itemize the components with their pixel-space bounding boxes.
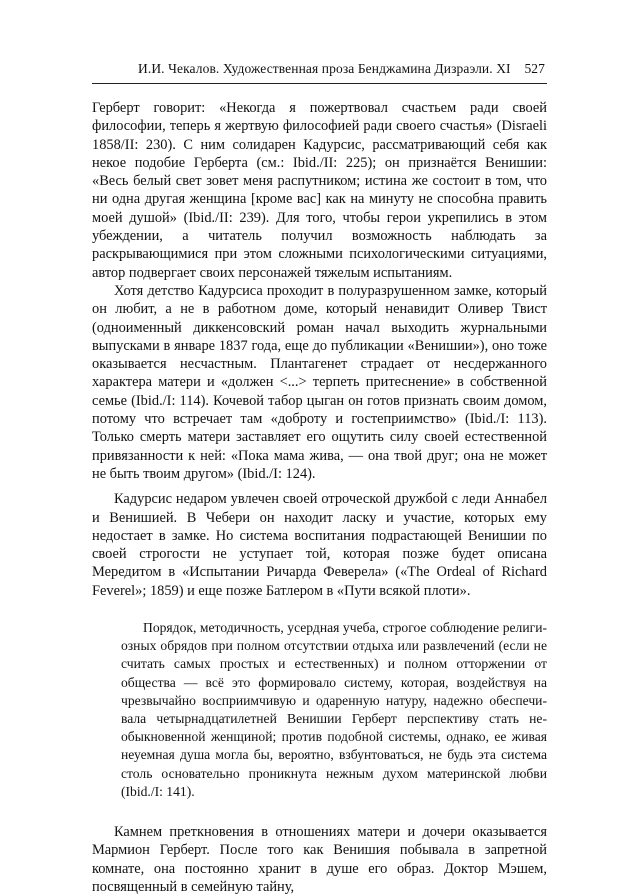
header-rule — [92, 83, 547, 84]
paragraph-2: Хотя детство Кадурсиса проходит в полуразрушенном замке, который он любит, а не в работном доме, который ненавидит Оливер Твист (одноименный диккенсовский роман начал выходить журнальными выпусками в январе 1837 года, еще до публикации «Венишии»), оно тоже оказывается несчастным. Плантагенет страдает от несдержанного характера матери и «должен <...> терпеть притеснение» в собственной семье (Ibid./I: 114). Кочевой табор цыган он готов признать своим домом, потому что встречает там «доброту и гостеприимство» (Ibid./I: 113). Только смерть матери заставляет его ощутить силу своей естественной привязанности к ней: «Пока мама жива, — она твой друг; она не может не быть твоим другом» (Ibid./I: 124). — [92, 282, 547, 482]
body-text — [92, 99, 547, 896]
paragraph-4: Камнем преткновения в отношениях матери и дочери оказывается Мармион Герберт. После того как Венишия побывала в запретной комнате, она постоянно хранит в душе его образ. Доктор Мэшем, посвященный в семейную тайну, — [92, 824, 547, 895]
running-header — [92, 57, 547, 83]
running-title: И.И. Чекалов. Художественная проза Бенджамина Дизраэли. XI — [138, 61, 511, 76]
block-quote: Порядок, методичность, усердная учеба, строгое соблюдение религиозных обрядов при полном отсутствии отдыха или развлечений (если не считать самых простых и естественных) и полном отторжении от общества — всё это формировало систему, которая, воздействуя на чрезвычайно восприимчивую и одаренную натуру, надежно обеспечивала четырнадцатилетней Венишии Герберт перспективу стать необыкновенной женщиной; против подобной системы, однако, ее живая неуемная душа могла бы, вероятно, взбунтоваться, не будь эта система столь основательно проникнута нежным духом материнской любви (Ibid./I: 141). — [121, 620, 547, 799]
paragraph-1: Герберт говорит: «Некогда я пожертвовал счастьем ради своей философии, теперь я жертвую философией ради своего счастья» (Disraeli 1858/II: 230). С ним солидарен Кадурсис, рассматривающий себя как некое подобие Герберта (см.: Ibid./II: 225); он признаётся Венишии: «Весь белый свет зовет меня распутником; истина же состоит в том, что ни одна другая женщина [кроме вас] как на минуту не способна править моей душой» (Ibid./II: 239). Для того, чтобы герои укрепились в этом убеждении, а читатель получил возможность наблюдать за раскрывающимися при этом сложными психологическими ситуациями, автор подвергает своих персонажей тяжелым испытаниям. — [92, 100, 547, 281]
paragraph-3: Кадурсис недаром увлечен своей отроческой дружбой с леди Аннабел и Венишией. В Чебери он находит ласку и участие, которых ему недостает в замке. Но система воспитания подрастающей Венишии по своей строгости не уступает той, которая позже будет описана Мередитом в «Испытании Ричарда Феверела» («The Ordeal of Richard Feverel»; 1859) и еще позже Батлером в «Пути всякой плоти». — [92, 491, 547, 599]
page-number: 527 — [524, 61, 545, 76]
